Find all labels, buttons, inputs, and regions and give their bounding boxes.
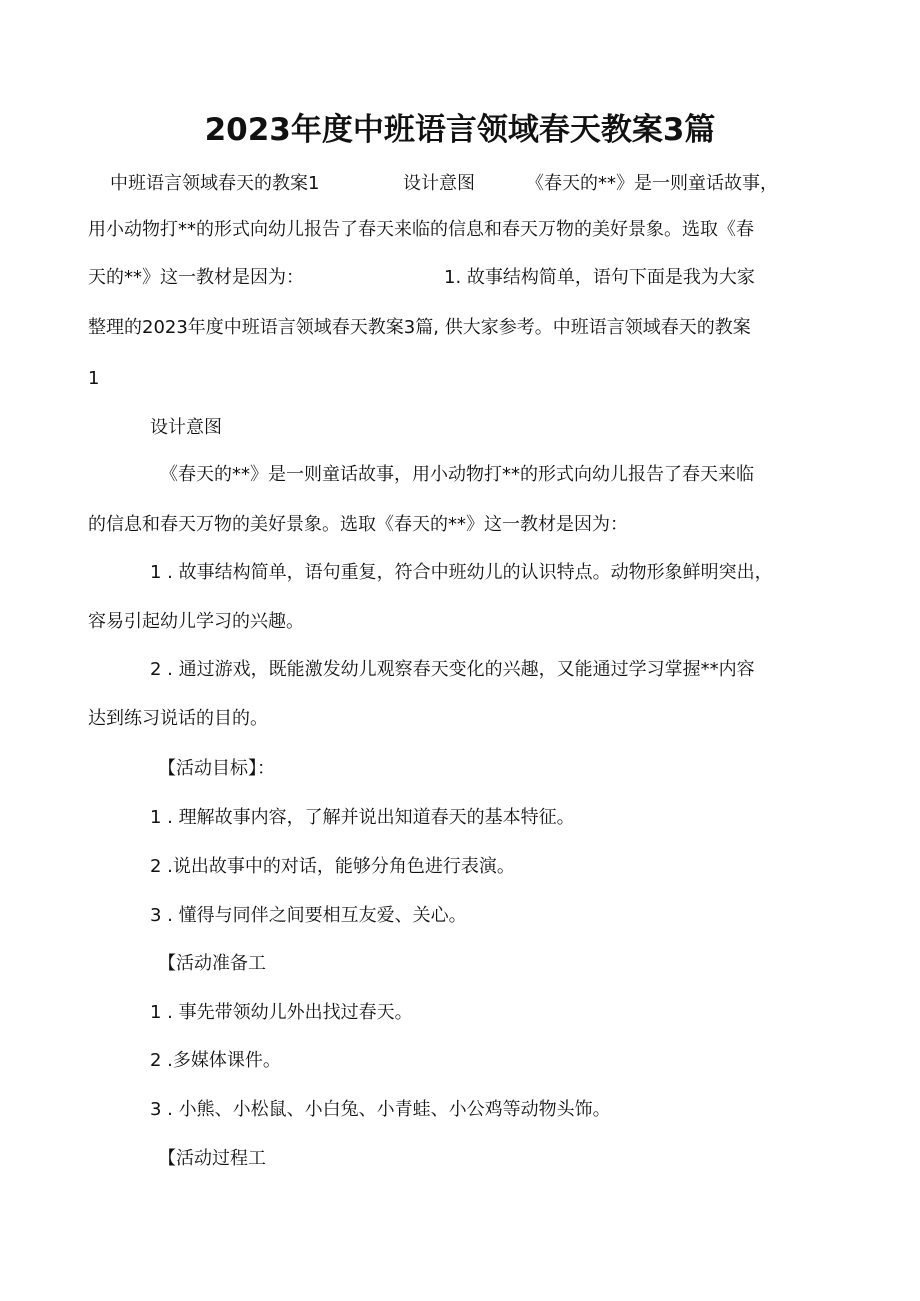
summary-story-intro: 《春天的**》是一则童话故事， [526,173,778,194]
intent-paragraph-line-1: 《春天的**》是一则童话故事，用小动物打**的形式向幼儿报告了春天来临 [160,464,754,485]
summary-intent-label: 设计意图 [403,173,475,194]
summary-lesson-label: 中班语言领域春天的教案1 [110,173,320,194]
summary-line-4: 整理的2023年度中班语言领域春天教案3篇, 供大家参考。中班语言领域春天的教案 [88,317,751,338]
summary-line-3 [88,265,833,291]
preparation-heading: 【活动准备工 [158,953,266,974]
reason-1-line-1: 1 . 故事结构简单，语句重复，符合中班幼儿的认识特点。动物形象鲜明突出， [150,562,773,583]
process-heading: 【活动过程工 [158,1148,266,1169]
preparation-1: 1 . 事先带领幼儿外出找过春天。 [150,1002,413,1023]
summary-reason-intro: 天的**》这一教材是因为： [88,267,304,288]
goal-2: 2 .说出故事中的对话，能够分角色进行表演。 [150,856,515,877]
preparation-2: 2 .多媒体课件。 [150,1050,281,1071]
document-title: 2023年度中班语言领域春天教案3篇 [204,112,716,148]
reason-1-line-2: 容易引起幼儿学习的兴趣。 [88,611,304,632]
goal-3: 3 . 懂得与同伴之间要相互友爱、关心。 [150,905,467,926]
intent-paragraph-line-2: 的信息和春天万物的美好景象。选取《春天的**》这一教材是因为： [88,514,628,535]
reason-2-line-2: 达到练习说话的目的。 [88,708,268,729]
summary-line-1 [88,171,833,197]
summary-reason-1: 1. 故事结构简单，语句下面是我为大家 [444,267,755,288]
goal-1: 1 . 理解故事内容，了解并说出知道春天的基本特征。 [150,807,575,828]
preparation-3: 3 . 小熊、小松鼠、小白兔、小青蛙、小公鸡等动物头饰。 [150,1099,611,1120]
goals-heading: 【活动目标】： [158,758,275,779]
design-intent-heading: 设计意图 [150,417,222,438]
summary-line-2: 用小动物打**的形式向幼儿报告了春天来临的信息和春天万物的美好景象。选取《春 [88,219,754,240]
summary-line-5: 1 [88,368,100,389]
reason-2-line-1: 2 . 通过游戏，既能激发幼儿观察春天变化的兴趣，又能通过学习掌握**内容 [150,659,755,680]
